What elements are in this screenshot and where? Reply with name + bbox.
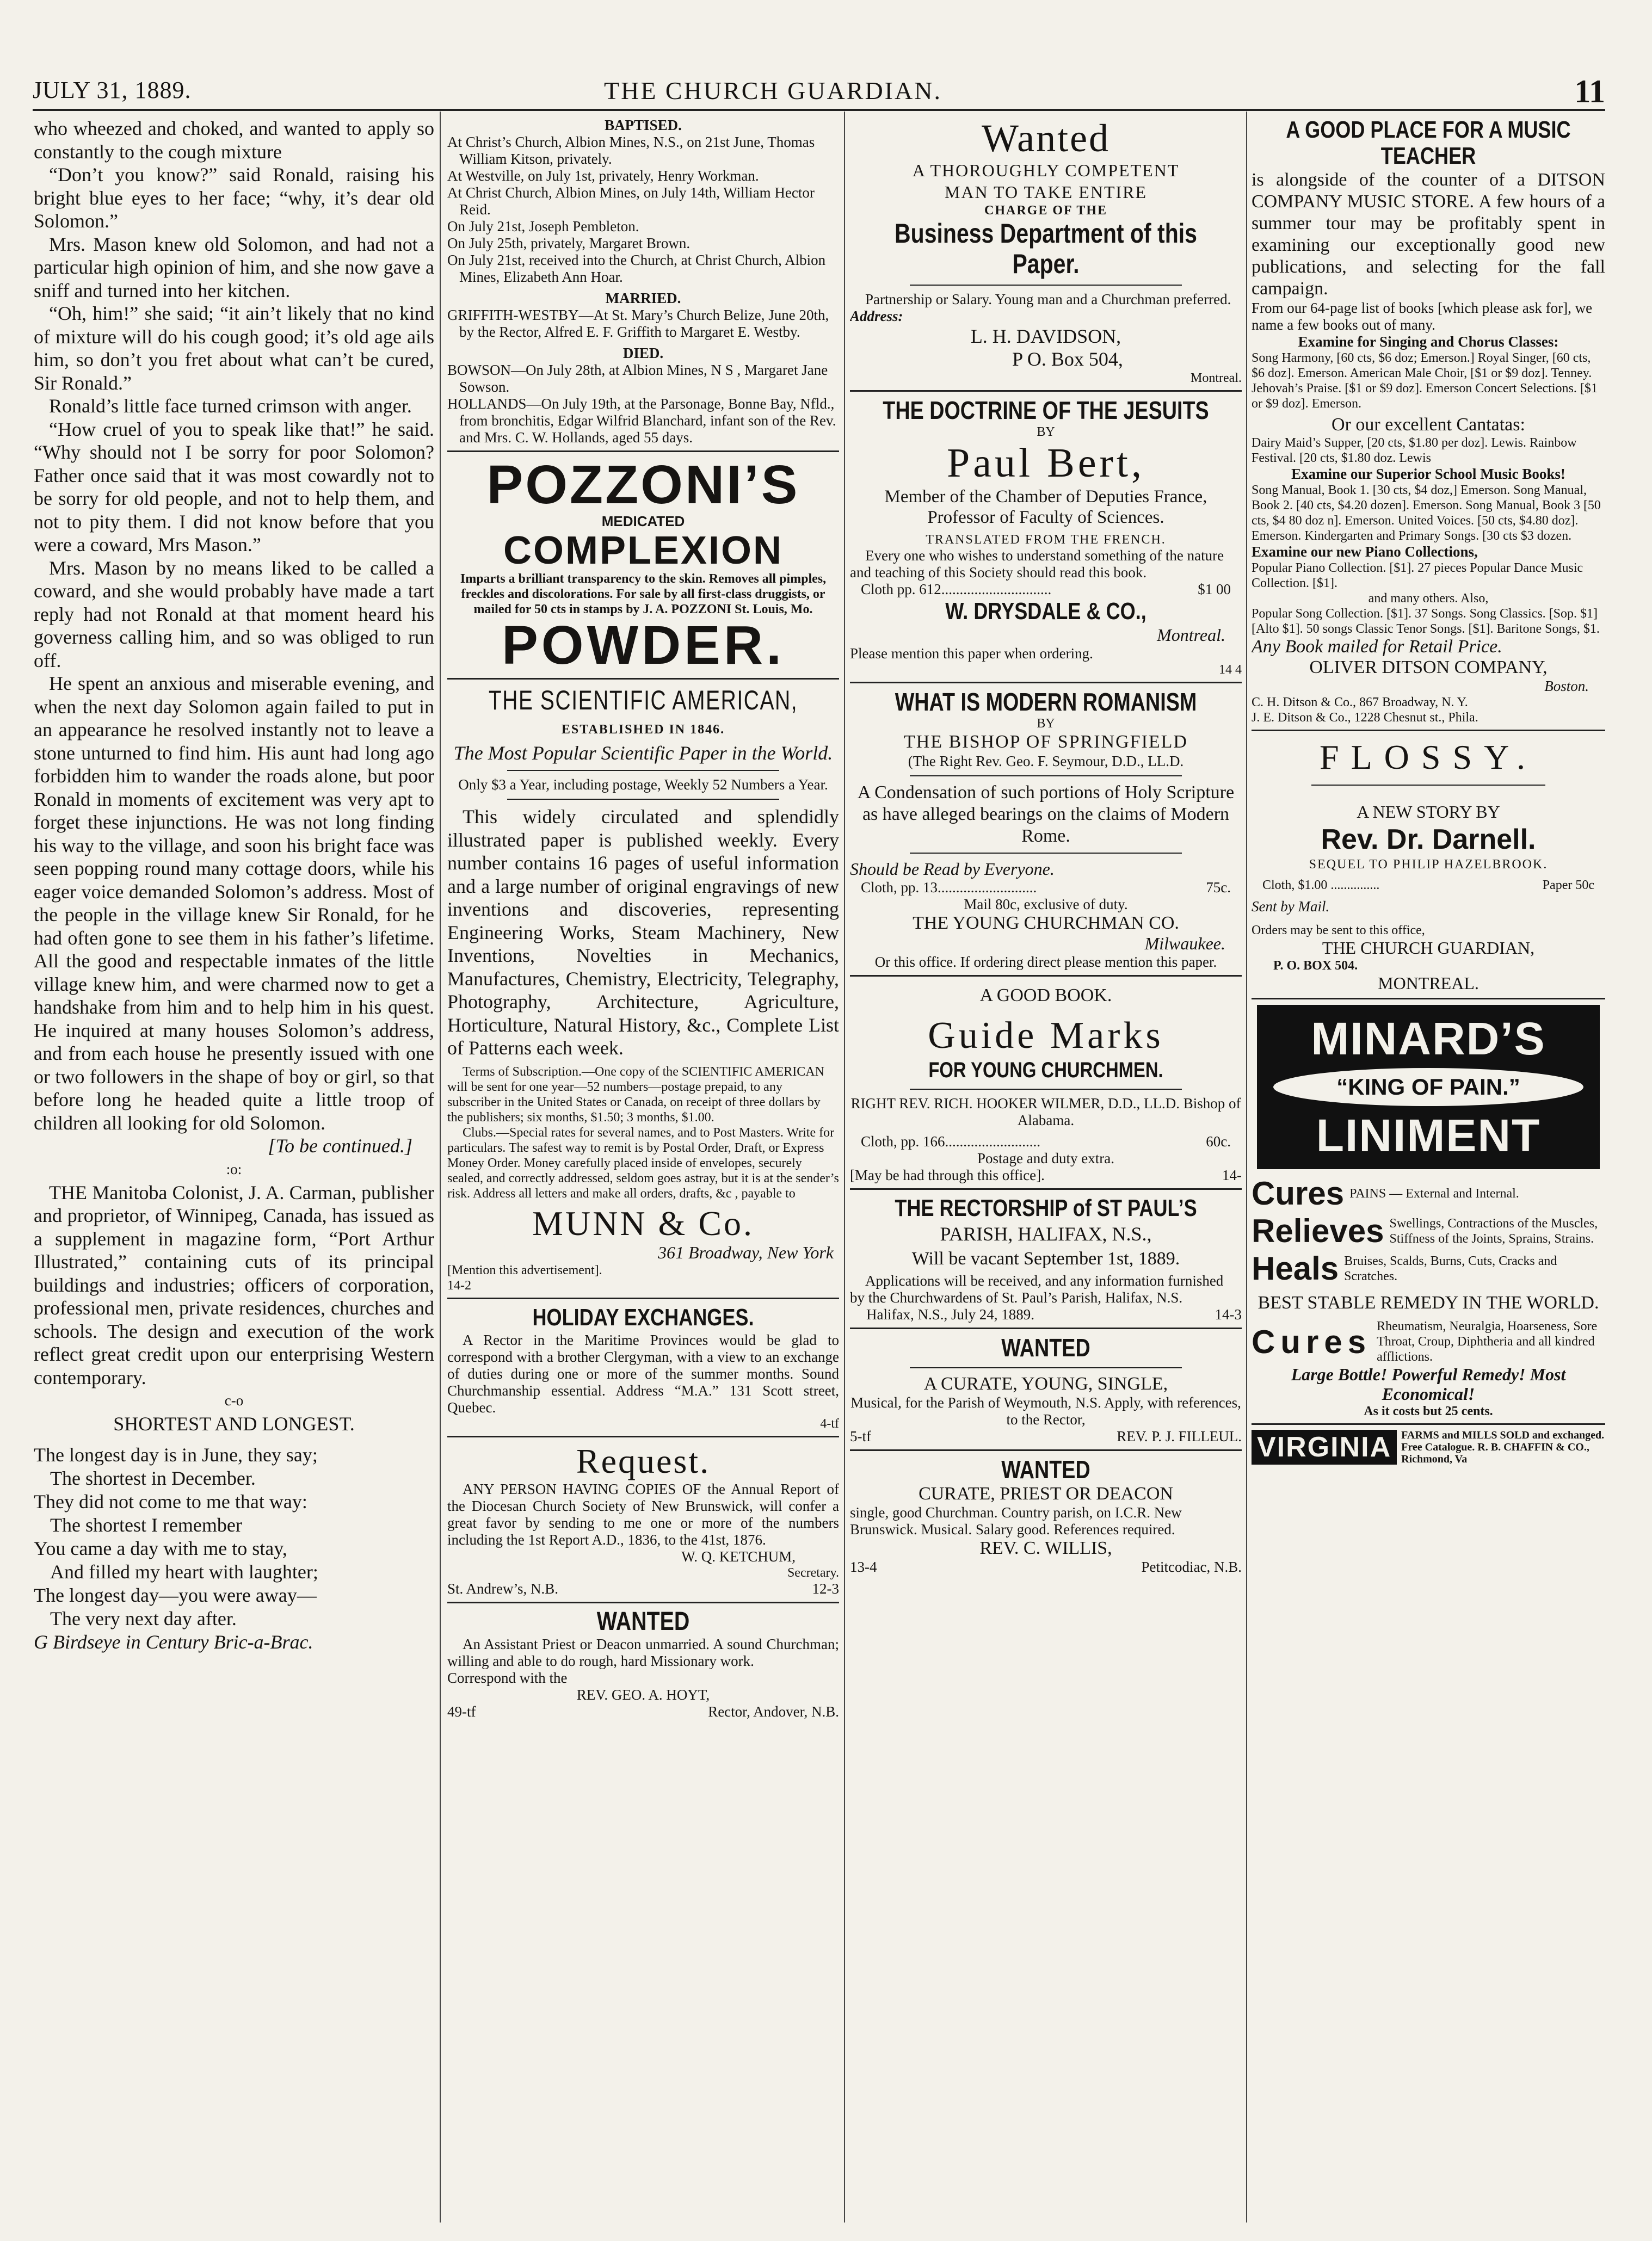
holiday-code: 4-tf [820,1416,839,1431]
romanism-note: Or this office. If ordering direct please mention this paper. [874,954,1217,970]
wanted-body: An Assistant Priest or Deacon unmarried. A sound Churchman; willing and able to do rough, hard Missionary work. [447,1635,839,1669]
baptised-heading: BAPTISED. [605,117,682,133]
story-paragraph: “Oh, him!” she said; “it ain’t likely that no kind of mixture will do his cough good; it’s old age ails him, so don’t you fret about what can’t be cured, Sir Ronald.” [34,302,434,394]
baptism-notice: At Westville, on July 1st, privately, Henry Workman. [447,168,759,184]
wanted-terms: Partnership or Salary. Young man and a Churchman preferred. [865,291,1231,307]
ditson-others: and many others. Also, [1368,591,1489,606]
relieves-text: Swellings, Contractions of the Muscles, Stiffness of the Joints, Sprains, Strains. [1389,1216,1598,1246]
request-title: Request. [576,1441,711,1480]
romanism-city: Milwaukee. [1144,934,1225,953]
ditson-cantatas: Dairy Maid’s Supper, [20 cts, $1.80 per doz]. Lewis. Rainbow Festival. [20 cts, $1.80 doz. Lewis [1252,436,1577,465]
sciam-terms: Terms of Subscription.—One copy of the SCIENTIFIC AMERICAN will be sent for one year—52 numbers—postage prepaid, to any subscriber in the United States or Canada, on receipt of three dollars by the publishers; six months, $1.50; 3 months, $1.00. [447,1064,824,1125]
wanted-name: L. H. DAVIDSON, [970,325,1121,347]
wanted-address-label: Address: [850,308,903,324]
holiday-title: HOLIDAY EXCHANGES. [532,1304,754,1331]
scientific-american-ad [447,684,839,1293]
flossy-orders: Orders may be sent to this office, [1252,923,1425,937]
jesuits-code: 14 4 [1219,663,1242,677]
jesuits-title: THE DOCTRINE OF THE JESUITS [883,396,1209,424]
page-header [33,73,1605,109]
header-rule [33,109,1605,111]
romanism-cloth: Cloth, pp. 13........................... [861,879,1037,896]
flossy-author: Rev. Dr. Darnell. [1321,824,1536,855]
rectorship-body: Applications will be received, and any information furnished by the Churchwardens of St. Paul’s Parish, Halifax, N.S. [850,1273,1224,1306]
heals-text: Bruises, Scalds, Burns, Cuts, Cracks and Scratches. [1344,1254,1557,1283]
pozzoni-complexion: COMPLEXION [503,529,784,572]
ditson-cantatas-heading: Or our excellent Cantatas: [1332,415,1525,435]
wanted-heading: Wanted [981,117,1111,160]
wanted3-title: WANTED [1001,1455,1090,1484]
ditson-heading: Examine our Superior School Music Books! [1291,466,1565,482]
rectorship-place: PARISH, HALIFAX, N.S., [940,1223,1152,1245]
died-heading: DIED. [622,345,664,361]
poem-line: The shortest I remember [50,1514,242,1536]
column-divider [440,112,441,2223]
baptism-notice: On July 21st, Joseph Pembleton. [447,218,639,234]
minard-price: As it costs but 25 cents. [1364,1404,1493,1418]
married-heading: MARRIED. [605,290,681,306]
romanism-mail: Mail 80c, exclusive of duty. [964,896,1128,912]
ditson-agent: J. E. Ditson & Co., 1228 Chesnut st., Phila. [1252,711,1478,725]
wanted-line: MAN TO TAKE ENTIRE [944,182,1148,202]
wanted2-head: A CURATE, YOUNG, SINGLE, [923,1374,1168,1394]
guide-title: Guide Marks [928,1015,1164,1057]
sciam-subtitle: The Most Popular Scientific Paper in the World. [453,742,833,764]
separator: :o: [226,1160,242,1177]
romanism-should: Should be Read by Everyone. [850,859,1055,879]
cures-word: Cures [1252,1175,1345,1212]
poem-line: They did not come to me that way: [34,1490,307,1512]
rectorship-date: Halifax, N.S., July 24, 1889. [866,1306,1034,1323]
wanted2-signature: REV. P. J. FILLEUL. [1117,1428,1242,1444]
column-divider [1246,112,1247,2223]
request-body: ANY PERSON HAVING COPIES OF the Annual Report of the Diocesan Church Society of New Brunswick, will confer a great favor by sending to me one or more of the numbers including the 1st Report A.D., 1836, to the 41st, 1876. [447,1480,839,1548]
relieves-word: Relieves [1252,1213,1384,1249]
wanted3-place: Petitcodiac, N.B. [1141,1559,1242,1575]
munn-note: [Mention this advertisement]. [447,1263,602,1277]
separator: c-o [224,1392,244,1409]
marriage-notice: GRIFFITH-WESTBY—At St. Mary’s Church Belize, June 20th, by the Rector, Alfred E. F. Griffith to Margaret E. Westby. [447,307,829,340]
wanted3-body: single, good Churchman. Country parish, on I.C.R. New Brunswick. Musical. Salary good. References required. [850,1504,1182,1538]
baptism-notice: On July 21st, received into the Church, at Christ Church, Albion Mines, Elizabeth Ann Hoar. [447,252,826,285]
wanted-priest-ad [850,1455,1242,1576]
ditson-singing: Song Harmony, [60 cts, $6 doz; Emerson.] Royal Singer, [60 cts, $6 doz]. Emerson. American Male Choir, [$1 or $9 doz]. Tenney. Jehovah’s Praise. [$1 or $9 doz]. Emerson Concert Selections. [$1 or $9 doz]. Emerson. [1252,351,1598,411]
minard-king: “KING OF PAIN.” [1273,1068,1583,1106]
wanted-box: P O. Box 504, [1012,348,1123,370]
munn-name: MUNN & Co. [532,1203,755,1243]
wanted-code: 49-tf [447,1703,476,1720]
newspaper-title: THE CHURCH GUARDIAN. [604,77,942,104]
story-paragraph: Ronald’s little face turned crimson with anger. [49,395,412,417]
flossy-ad [1252,736,1605,993]
jesuits-city: Montreal. [1157,625,1225,645]
ditson-any-book: Any Book mailed for Retail Price. [1252,637,1502,657]
baptism-notice: At Christ’s Church, Albion Mines, N.S., on 21st June, Thomas William Kitson, privately. [447,134,815,167]
ditson-ad [1252,117,1605,725]
minards-liniment-ad [1252,1005,1605,1419]
cures-text: PAINS — External and Internal. [1349,1186,1519,1201]
holiday-exchanges-ad [447,1304,839,1431]
flossy-subtitle: A NEW STORY BY [1357,802,1500,822]
jesuits-publisher: W. DRYSDALE & CO., [945,598,1146,625]
poem-line: The very next day after. [50,1607,237,1629]
pozzoni-powder: POWDER. [502,615,785,676]
wanted3-code: 13-4 [850,1559,877,1575]
pozzoni-text: Imparts a brilliant transparency to the skin. Removes all pimples, freckles and discolorations. For sale by all first-class druggists, or mailed for 50 cts in stamps by J. A. POZZONI St. Louis, Mo. [460,572,827,616]
story-paragraph: “Don’t you know?” said Ronald, raising his bright blue eyes to her face; “why, it’s dear old Solomon.” [34,164,434,232]
heals-word: Heals [1252,1250,1339,1287]
virginia-banner: VIRGINIA [1252,1430,1397,1465]
poem-line: The longest day—you were away— [34,1584,317,1606]
romanism-title: WHAT IS MODERN ROMANISM [895,688,1197,716]
wanted-line: A THOROUGHLY COMPETENT [912,160,1180,180]
wanted3-signature: REV. C. WILLIS, [979,1538,1112,1558]
to-be-continued: [To be continued.] [268,1135,412,1157]
munn-code: 14-2 [447,1278,471,1293]
flossy-mail: Sent by Mail. [1252,898,1330,915]
baptism-notice: On July 25th, privately, Margaret Brown. [447,235,691,251]
flossy-sequel: SEQUEL TO PHILIP HAZELBROOK. [1309,857,1548,872]
wanted-assistant-ad [447,1608,839,1720]
wanted2-body: Musical, for the Parish of Weymouth, N.S. Apply, with references, to the Rector, [850,1394,1241,1428]
ditson-city: Boston. [1544,678,1589,694]
pozzoni-ad [447,456,839,674]
column-advertisements [850,117,1242,2223]
wanted-curate-ad [850,1334,1242,1445]
death-notice: HOLLANDS—On July 19th, at the Parsonage, Bonne Bay, Nfld., from bronchitis, Edgar Wilfrid Blanchard, infant son of the Rev. and Mrs. C. W. Hollands, aged 55 days. [447,396,836,446]
romanism-body: A Condensation of such portions of Holy Scripture as have alleged bearings on the claims of Modern Rome. [857,782,1235,846]
jesuits-ad [850,396,1242,677]
story-paragraph: Mrs. Mason by no means liked to be called a coward, and she would probably have made a tart reply had not Ronald at that moment heard his governess calling him, and so was obliged to run off. [34,557,434,671]
story-paragraph: Mrs. Mason knew old Solomon, and had not a particular high opinion of him, and she now gave a sniff and turned into her kitchen. [34,233,434,301]
jesuits-by: BY [1037,425,1055,439]
cures-word: Cures [1252,1323,1372,1360]
request-ad [447,1442,839,1597]
sciam-title: THE SCIENTIFIC AMERICAN, [488,685,798,715]
good-book: A GOOD BOOK. [979,985,1112,1005]
sciam-established: ESTABLISHED IN 1846. [561,723,725,737]
flossy-title: FLOSSY. [1319,738,1538,776]
cures-text: Rheumatism, Neuralgia, Hoarseness, Sore Throat, Croup, Diphtheria and all kindred afflictions. [1377,1319,1598,1364]
ditson-company: OLIVER DITSON COMPANY, [1309,657,1548,677]
wanted-place: Rector, Andover, N.B. [708,1703,839,1720]
minard-liniment: LINIMENT [1316,1110,1541,1161]
ditson-title: A GOOD PLACE FOR A MUSIC TEACHER [1286,117,1571,169]
poem-line: You came a day with me to stay, [34,1537,287,1559]
holiday-body: A Rector in the Maritime Provinces would be glad to correspond with a brother Clergyman, with a view to an exchange of duties during one or more of the summer months. Sound Churchmanship essential. Address “M.A.” 131 Scott street, Quebec. [447,1331,839,1416]
page-number: 11 [1574,73,1605,109]
romanism-ad [850,688,1242,971]
rectorship-ad [850,1194,1242,1323]
request-code: 12-3 [812,1580,839,1597]
wanted-signature: REV. GEO. A. HOYT, [576,1686,710,1703]
request-place: St. Andrew’s, N.B. [447,1580,559,1597]
minard-banner [1257,1005,1600,1169]
munn-address: 361 Broadway, New York [658,1242,834,1262]
column-divider [844,112,845,2223]
jesuits-price: $1 00 [1198,581,1231,597]
ditson-list: From our 64-page list of books [which please ask for], we name a few books out of many. [1252,300,1593,333]
guide-price: 60c. [1206,1133,1231,1150]
story-paragraph: “How cruel of you to speak like that!” he said. “Why should not I be sorry for poor Solomon? Father once said that it was most cowardly not to be sorry for old people, and not to help them, and not to pity them. I did not know before that you were a coward, Mrs Mason.” [34,418,434,555]
request-signature: W. Q. KETCHUM, [681,1548,796,1565]
ditson-heading: Examine for Singing and Chorus Classes: [1298,334,1559,350]
jesuits-description: Member of the Chamber of Deputies France, Professor of Faculty of Sciences. [884,487,1207,527]
sciam-price: Only $3 a Year, including postage, Weekly 52 Numbers a Year. [458,776,828,793]
guide-author: RIGHT REV. RICH. HOOKER WILMER, D.D., LL.D. Bishop of Alabama. [850,1095,1241,1128]
ditson-body: is alongside of the counter of a DITSON COMPANY MUSIC STORE. A few hours of a summer tour may be profitably spent in examining our exceptionally good new publications, and selecting for the fall campaign. [1252,170,1605,299]
wanted-correspond: Correspond with the [447,1669,568,1686]
flossy-paper: Paper 50c [1542,878,1594,892]
column-story [34,117,434,2223]
story-paragraph: He spent an anxious and miserable evening, and when the next day Solomon again failed to put in an appearance he resolved instantly not to leave a stone unturned to find him. His aunt had long ago forbidden him to wander the roads alone, but poor Ronald in moments of excitement was very apt to forget these injunctions. He was not long finding his way to the village, and soon his bright face was seen popping round many cottage doors, while his eager voice demanded Solomon’s address. Most of the people in the village knew Sir Ronald, for he had often gone to see them in his father’s lifetime. All the good and respectable inmates of the little village knew him, and were charmed now to get a handshake from him and to help him in his quest. He inquired at many houses Solomon’s address, and from each house he presently issued with one or two followers in the shape of boy or girl, so that before long he headed quite a little troop of children all looking for old Solomon. [34,672,434,1134]
guide-postage: Postage and duty extra. [977,1150,1114,1166]
column-notices [447,117,839,2223]
pozzoni-name: POZZONI’S [486,454,800,515]
ditson-piano: Popular Piano Collection. [$1]. 27 pieces Popular Dance Music Collection. [$1]. [1252,561,1583,590]
wanted2-title: WANTED [1001,1334,1090,1362]
wanted-business: Business Department of this Paper. [895,218,1197,279]
ditson-agent: C. H. Ditson & Co., 867 Broadway, N. Y. [1252,695,1468,709]
rectorship-vacant: Will be vacant September 1st, 1889. [911,1249,1180,1269]
romanism-publisher: THE YOUNG CHURCHMAN CO. [913,913,1179,933]
request-secretary: Secretary. [787,1565,839,1580]
jesuits-translated: TRANSLATED FROM THE FRENCH. [926,533,1166,547]
flossy-cloth: Cloth, $1.00 ............... [1262,878,1380,892]
poem [34,1443,434,1654]
romanism-rev: (The Right Rev. Geo. F. Seymour, D.D., LL.D. [908,753,1184,769]
wanted-line: CHARGE OF THE [984,203,1108,218]
romanism-by: BY [1037,717,1055,731]
wanted2-code: 5-tf [850,1428,871,1444]
jesuits-author: Paul Bert, [947,440,1145,486]
virginia-farms-ad [1252,1429,1605,1465]
issue-date: JULY 31, 1889. [33,77,192,103]
rectorship-title: THE RECTORSHIP of ST PAUL’S [895,1195,1197,1221]
wanted-city: Montreal. [1191,371,1242,385]
flossy-guardian: THE CHURCH GUARDIAN, [1322,938,1535,958]
guide-code: 14- [1222,1167,1242,1183]
minard-name: MINARD’S [1311,1013,1546,1064]
death-notice: BOWSON—On July 28th, at Albion Mines, N S , Margaret Jane Sowson. [447,362,828,395]
jesuits-body: Every one who wishes to understand something of the nature and teaching of this Society should read this book. [850,547,1224,581]
flossy-box: P. O. BOX 504. [1273,959,1358,973]
ditson-school: Song Manual, Book 1. [30 cts, $4 doz,] Emerson. Song Manual, Book 2. [40 cts, $4.20 dozen]. Emerson. Song Manual, Book 3 [50 cts, $4 80 doz n]. Emerson. United Voices. [50 cts, $4.80 doz]. Emerson. Kindergarten and Primary Songs. [30 cts $3 dozen. [1252,483,1601,543]
guide-note: [May be had through this office]. [850,1167,1045,1183]
poem-line: The shortest in December. [50,1467,256,1489]
jesuits-note: Please mention this paper when ordering. [850,645,1093,662]
guide-cloth: Cloth, pp. 166.......................... [861,1133,1041,1150]
wanted-title: WANTED [596,1607,690,1636]
flossy-city: MONTREAL. [1378,973,1479,993]
sciam-body: This widely circulated and splendidly illustrated paper is published weekly. Every number contains 16 pages of useful information and a large number of original engravings of new inventions and discoveries, representing Engineering Works, Steam Machinery, New Inventions, Novelties in Mechanics, Manufactures, Chemistry, Electricity, Telegraphy, Photography, Architecture, Agriculture, Horticulture, Natural History, &c., Complete List of Patterns each week. [447,806,839,1059]
news-item: THE Manitoba Colonist, J. A. Carman, publisher and proprietor, of Winnipeg, Canada, has issued as a supplement in magazine form, “Port Arthur Illustrated,” containing cuts of its principal buildings and industries; officers of corporation, professional men, private residences, churches and schools. The design and execution of the work reflect great credit upon our enterprising Western contemporary. [34,1181,434,1388]
poem-title: SHORTEST AND LONGEST. [113,1413,355,1435]
ditson-songs: Popular Song Collection. [$1]. 37 Songs. Song Classics. [Sop. $1] [Alto $1]. 50 songs Classic Tenor Songs. [$1]. Baritone Songs, $1. [1252,607,1600,636]
wanted3-head: CURATE, PRIEST OR DEACON [919,1484,1173,1504]
rectorship-code: 14-3 [1215,1306,1242,1323]
best-remedy: BEST STABLE REMEDY IN THE WORLD. [1258,1293,1599,1313]
large-bottle: Large Bottle! Powerful Remedy! Most Economical! [1291,1365,1566,1404]
poem-line: And filled my heart with laughter; [50,1560,318,1583]
sciam-clubs: Clubs.—Special rates for several names, and to Post Masters. Write for particulars. The safest way to remit is by Postal Order, Draft, or Express Money Order. Money carefully placed inside of envelopes, securely sealed, and correctly addressed, seldom goes astray, but it is at the sender’s risk. Address all letters and make all orders, drafts, &c , payable to [447,1125,839,1201]
romanism-author: THE BISHOP OF SPRINGFIELD [904,732,1188,752]
guide-marks-ad [850,985,1242,1184]
pozzoni-medicated: MEDICATED [601,513,685,529]
story-paragraph: who wheezed and choked, and wanted to apply so constantly to the cough mixture [34,118,434,163]
column-music-and-remedies [1252,117,1605,2223]
virginia-text: FARMS and MILLS SOLD and exchanged. Free Catalogue. R. B. CHAFFIN & CO., Richmond, Va [1401,1429,1605,1465]
baptism-notice: At Christ Church, Albion Mines, on July 14th, William Hector Reid. [447,184,815,218]
wanted-business-ad [850,117,1242,386]
romanism-price: 75c. [1206,879,1231,896]
poem-line: The longest day is in June, they say; [34,1443,318,1466]
poem-source: G Birdseye in Century Bric-a-Brac. [34,1631,313,1653]
jesuits-cloth: Cloth pp. 612.............................. [861,581,1052,597]
ditson-heading: Examine our new Piano Collections, [1252,544,1478,560]
guide-subtitle: FOR YOUNG CHURCHMEN. [928,1058,1163,1082]
